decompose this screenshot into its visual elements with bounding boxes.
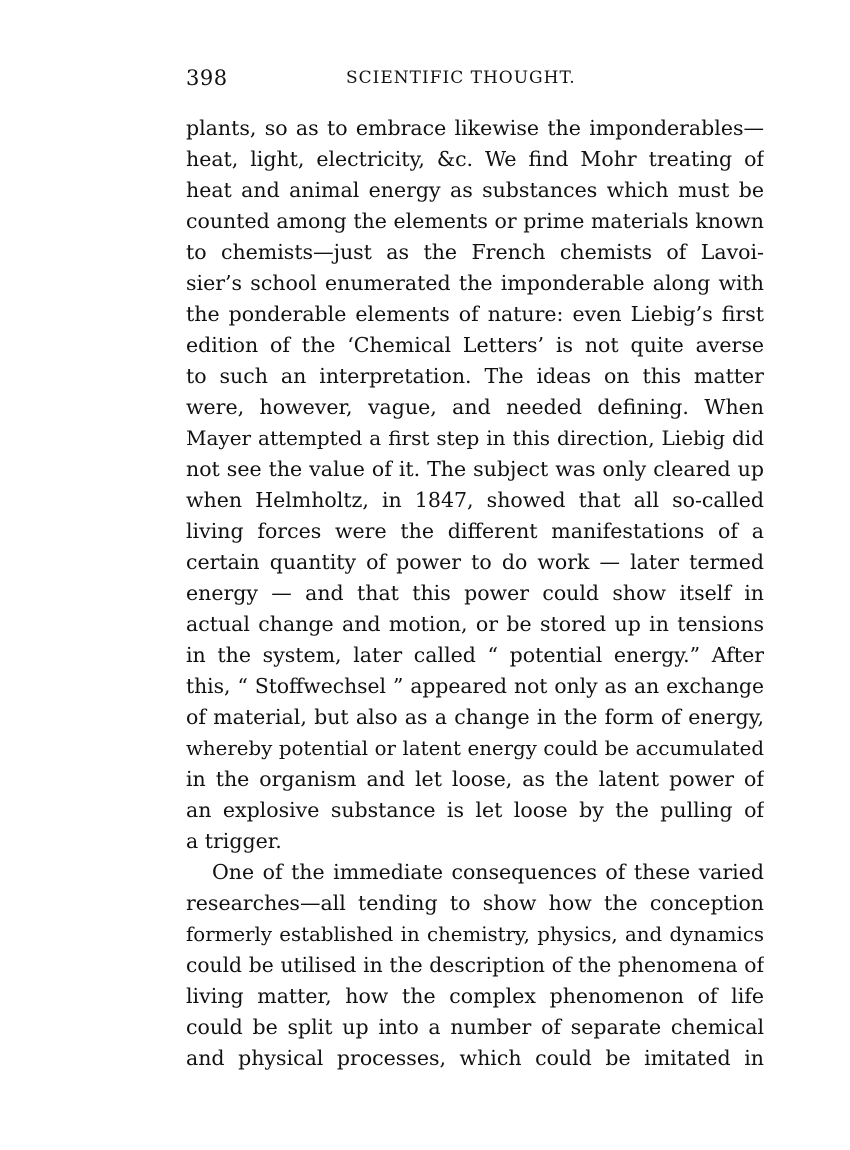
- text-line: heat and animal energy as substances which must be: [186, 178, 764, 202]
- text-line: edition of the ‘Chemical Letters’ is not quite averse: [186, 333, 764, 357]
- paragraph-1: [186, 113, 764, 857]
- text-line: not see the value of it. The subject was only cleared up: [186, 457, 764, 481]
- page-number: 398: [186, 66, 228, 90]
- paragraph-2: [186, 857, 764, 1074]
- text-line: when Helmholtz, in 1847, showed that all so-called: [186, 488, 764, 512]
- text-line: a trigger.: [186, 829, 282, 853]
- text-line: researches—all tending to show how the conception: [186, 891, 764, 915]
- text-line: of material, but also as a change in the form of energy,: [186, 705, 764, 729]
- text-line: living forces were the different manifestations of a: [186, 519, 764, 543]
- text-line: Mayer attempted a first step in this direction, Liebig did: [186, 426, 764, 450]
- text-line: in the organism and let loose, as the latent power of: [186, 767, 764, 791]
- text-line: plants, so as to embrace likewise the imponderables—: [186, 116, 764, 140]
- text-line: could be split up into a number of separate chemical: [186, 1015, 764, 1039]
- body-text: [186, 113, 764, 1074]
- text-line: energy — and that this power could show itself in: [186, 581, 764, 605]
- text-line: certain quantity of power to do work — later termed: [186, 550, 764, 574]
- text-line: an explosive substance is let loose by the pulling of: [186, 798, 764, 822]
- text-line: to chemists—just as the French chemists of Lavoi-: [186, 240, 764, 264]
- text-line: in the system, later called “ potential energy.” After: [186, 643, 764, 667]
- text-line: to such an interpretation. The ideas on this matter: [186, 364, 764, 388]
- text-line: living matter, how the complex phenomenon of life: [186, 984, 764, 1008]
- text-line: sier’s school enumerated the imponderable along with: [186, 271, 764, 295]
- text-line: heat, light, electricity, &c. We find Mohr treating of: [186, 147, 764, 171]
- text-line: the ponderable elements of nature: even Liebig’s first: [186, 302, 764, 326]
- text-line: counted among the elements or prime materials known: [186, 209, 764, 233]
- text-line: were, however, vague, and needed defining. When: [186, 395, 764, 419]
- text-line: formerly established in chemistry, physics, and dynamics: [186, 923, 764, 946]
- text-line: One of the immediate consequences of these varied: [212, 860, 764, 884]
- text-line: could be utilised in the description of the phenomena of: [186, 953, 764, 977]
- text-line: actual change and motion, or be stored up in tensions: [186, 612, 764, 636]
- running-head: [186, 66, 764, 96]
- running-title: SCIENTIFIC THOUGHT.: [346, 68, 576, 88]
- text-line: this, “ Stoffwechsel ” appeared not only as an exchange: [186, 674, 764, 698]
- text-line: and physical processes, which could be imitated in: [186, 1046, 764, 1070]
- text-line: whereby potential or latent energy could be accumulated: [186, 737, 764, 760]
